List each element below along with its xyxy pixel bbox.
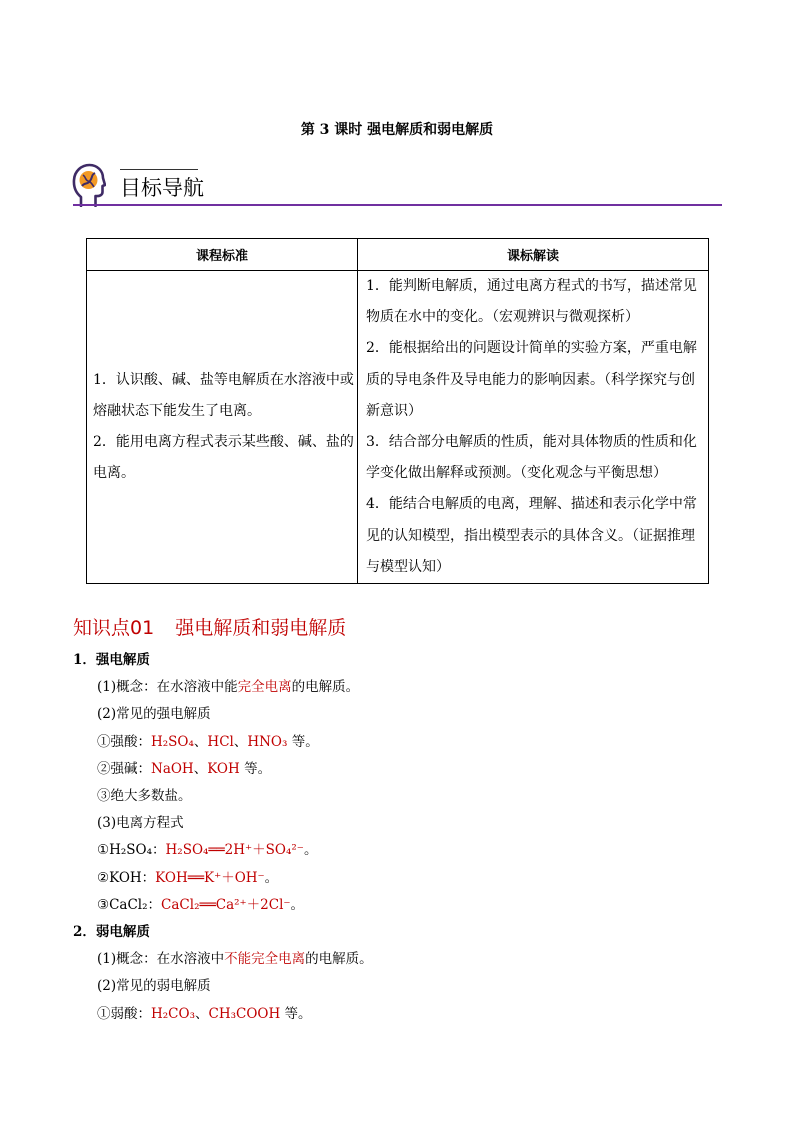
content-line xyxy=(73,946,713,973)
highlighted-text: H₂CO₃ xyxy=(151,1005,195,1022)
highlighted-text: CH₃COOH xyxy=(208,1005,281,1022)
highlighted-text: NaOH xyxy=(151,760,194,777)
content-line xyxy=(73,837,713,864)
text-segment: ②强碱： xyxy=(97,760,151,777)
interpretation-line: 3．结合部分电解质的性质，能对具体物质的性质和化 xyxy=(366,434,697,451)
text-segment: 、 xyxy=(193,733,208,750)
text-segment: 、 xyxy=(195,1005,209,1022)
banner-heading: 目标导航 xyxy=(120,176,204,200)
content-line xyxy=(73,701,713,728)
page-title: 第 3 课时 强电解质和弱电解质 xyxy=(300,122,494,138)
table-header-row xyxy=(87,239,709,271)
interpretation-line: 见的认知模型，指出模型表示的具体含义。（证据推理 xyxy=(366,527,695,544)
interpretation-line: 质的导电条件及导电能力的影响因素。（科学探究与创 xyxy=(366,371,695,388)
standard-line: 2．能用电离方程式表示某些酸、碱、盐的 xyxy=(93,434,354,451)
interpretation-line: 1．能判断电解质，通过电离方程式的书写，描述常见 xyxy=(366,278,697,294)
text-segment: ②KOH： xyxy=(97,869,156,886)
text-segment: (1)概念：在水溶液中能 xyxy=(97,679,238,696)
banner-top-line xyxy=(120,169,198,170)
text-segment: 。 xyxy=(264,869,279,886)
text-segment: 的电解质。 xyxy=(305,951,373,968)
text-segment: ③绝大多数盐。 xyxy=(97,788,192,805)
interpretation-line: 学变化做出解释或预测。（变化观念与平衡思想） xyxy=(366,465,667,482)
content-line xyxy=(73,973,713,1000)
standard-line: 熔融状态下能发生了电离。 xyxy=(93,402,261,419)
highlighted-text: 不能完全电离 xyxy=(224,951,306,968)
highlighted-text: HCl xyxy=(207,733,234,750)
knowledge-point-heading xyxy=(73,616,346,640)
interpretation-cell xyxy=(358,271,709,584)
interpretation-line: 4．能结合电解质的电离，理解、描述和表示化学中常 xyxy=(366,496,697,513)
text-segment: (2)常见的强电解质 xyxy=(97,706,211,723)
text-segment: 。 xyxy=(303,842,318,859)
content-line xyxy=(73,729,713,756)
header-standard-interpretation: 课标解读 xyxy=(358,239,709,271)
text-segment: 、 xyxy=(233,733,248,750)
highlighted-text: HNO₃ xyxy=(247,733,288,750)
standard-line: 1．认识酸、碱、盐等电解质在水溶液中或 xyxy=(93,371,354,388)
content-line xyxy=(73,674,713,701)
content-line xyxy=(73,892,713,919)
highlighted-text: KOH══K⁺＋OH⁻ xyxy=(155,869,265,886)
table-row xyxy=(87,271,709,584)
highlighted-text: 完全电离 xyxy=(237,679,292,696)
content-line xyxy=(73,783,713,810)
course-standard-cell xyxy=(87,271,358,584)
text-segment: ①强酸： xyxy=(97,733,151,750)
content-line xyxy=(73,1001,713,1028)
section-heading-strong-electrolyte: 1．强电解质 xyxy=(73,652,150,668)
content-line xyxy=(73,810,713,837)
text-segment: 的电解质。 xyxy=(291,679,360,696)
interpretation-line: 新意识） xyxy=(366,402,422,419)
knowledge-point-title: 强电解质和弱电解质 xyxy=(175,617,347,639)
text-segment: (2)常见的弱电解质 xyxy=(97,978,211,995)
highlighted-text: KOH xyxy=(207,760,240,777)
text-segment: ①弱酸： xyxy=(97,1005,151,1022)
text-segment: ③CaCl₂： xyxy=(97,896,162,913)
head-brain-icon xyxy=(72,163,106,207)
knowledge-point-body xyxy=(73,647,713,1028)
knowledge-point-label: 知识点01 xyxy=(73,617,155,639)
content-line xyxy=(73,756,713,783)
text-segment: (1)概念：在水溶液中 xyxy=(97,951,225,968)
interpretation-line: 物质在水中的变化。（宏观辨识与微观探析） xyxy=(366,309,639,326)
text-segment: ①H₂SO₄： xyxy=(97,842,166,859)
content-line xyxy=(73,865,713,892)
standard-line: 电离。 xyxy=(93,465,135,482)
header-course-standard: 课程标准 xyxy=(87,239,358,271)
text-segment: 等。 xyxy=(280,1005,312,1022)
text-segment: (3)电离方程式 xyxy=(97,815,184,832)
section-heading-weak-electrolyte: 2．弱电解质 xyxy=(73,924,150,941)
text-segment: 等。 xyxy=(287,733,319,750)
highlighted-text: CaCl₂══Ca²⁺＋2Cl⁻ xyxy=(161,896,291,913)
highlighted-text: H₂SO₄ xyxy=(151,733,194,750)
highlighted-text: H₂SO₄══2H⁺＋SO₄²⁻ xyxy=(165,842,304,859)
interpretation-line: 2．能根据给出的问题设计简单的实验方案，严重电解 xyxy=(366,340,697,357)
text-segment: 。 xyxy=(290,896,305,913)
interpretation-line: 与模型认知） xyxy=(366,558,450,575)
text-segment: 、 xyxy=(193,760,208,777)
text-segment: 等。 xyxy=(239,760,272,777)
banner-divider xyxy=(73,204,722,206)
standards-table xyxy=(86,238,709,584)
